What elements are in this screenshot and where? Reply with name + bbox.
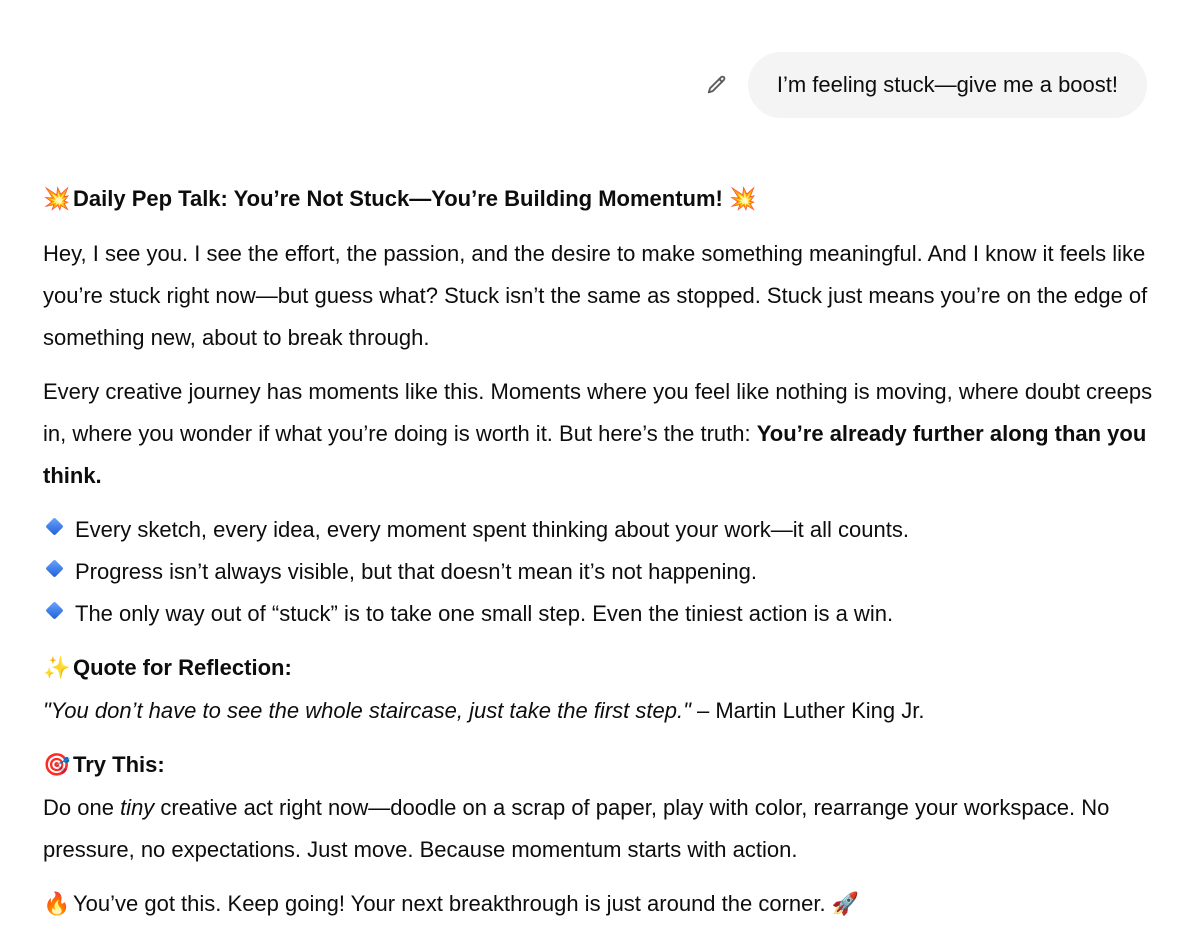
collision-icon: 💥 bbox=[43, 187, 71, 212]
try-heading-line bbox=[43, 744, 1163, 787]
paragraph-journey-bold: You’re already further along than you think. bbox=[43, 421, 1147, 488]
list-item-text: Progress isn’t always visible, but that doesn’t mean it’s not happening. bbox=[75, 559, 757, 584]
quote-text: "You don’t have to see the whole staircase, just take the first step." bbox=[43, 698, 691, 723]
bullet-list bbox=[43, 509, 1163, 635]
user-message-text: I’m feeling stuck—give me a boost! bbox=[776, 72, 1118, 97]
try-heading: Try This: bbox=[73, 752, 165, 777]
blue-diamond-icon bbox=[45, 601, 63, 619]
try-section bbox=[43, 744, 1163, 871]
target-icon: 🎯 bbox=[43, 753, 71, 778]
closing-text: You’ve got this. Keep going! Your next breakthrough is just around the corner. bbox=[73, 891, 826, 916]
quote-heading-line bbox=[43, 647, 1163, 690]
user-message-bubble bbox=[748, 52, 1147, 118]
quote-line bbox=[43, 690, 1163, 732]
edit-message-button[interactable] bbox=[704, 72, 730, 98]
collision-icon: 💥 bbox=[729, 187, 757, 212]
paragraph-journey-text: Every creative journey has moments like this. Moments where you feel like nothing is moving, where doubt creeps in, where you wonder if what you’re doing is worth it. But here’s the truth: bbox=[43, 379, 1153, 446]
try-text-italic: tiny bbox=[120, 795, 155, 820]
try-text-before: Do one bbox=[43, 795, 121, 820]
user-message-row bbox=[704, 52, 1147, 118]
blue-diamond-icon bbox=[45, 559, 63, 577]
quote-section bbox=[43, 647, 1163, 732]
quote-attribution: – Martin Luther King Jr. bbox=[690, 698, 925, 723]
blue-diamond-icon bbox=[45, 517, 63, 535]
paragraph-journey bbox=[43, 371, 1163, 497]
list-item bbox=[43, 593, 1163, 635]
try-text-after: creative act right now—doodle on a scrap of paper, play with color, rearrange your workspace. No pressure, no expectations. Just move. Because momentum starts with action. bbox=[43, 795, 1110, 862]
sparkles-icon: ✨ bbox=[43, 656, 71, 681]
quote-heading: Quote for Reflection: bbox=[73, 655, 292, 680]
closing-line bbox=[43, 883, 1163, 926]
assistant-message bbox=[43, 178, 1163, 926]
list-item-text: Every sketch, every idea, every moment spent thinking about your work—it all counts. bbox=[75, 517, 909, 542]
paragraph-intro: Hey, I see you. I see the effort, the passion, and the desire to make something meaningful. And I know it feels like you’re stuck right now—but guess what? Stuck isn’t the same as stopped. Stuck just means you’re on the edge of something new, about to break through. bbox=[43, 241, 1148, 350]
rocket-icon: 🚀 bbox=[831, 892, 860, 917]
response-heading bbox=[43, 178, 1163, 221]
fire-icon: 🔥 bbox=[43, 892, 71, 917]
list-item bbox=[43, 509, 1163, 551]
pencil-icon bbox=[706, 74, 728, 96]
response-title: Daily Pep Talk: You’re Not Stuck—You’re Building Momentum! bbox=[73, 186, 723, 211]
list-item bbox=[43, 551, 1163, 593]
list-item-text: The only way out of “stuck” is to take one small step. Even the tiniest action is a win. bbox=[75, 601, 894, 626]
